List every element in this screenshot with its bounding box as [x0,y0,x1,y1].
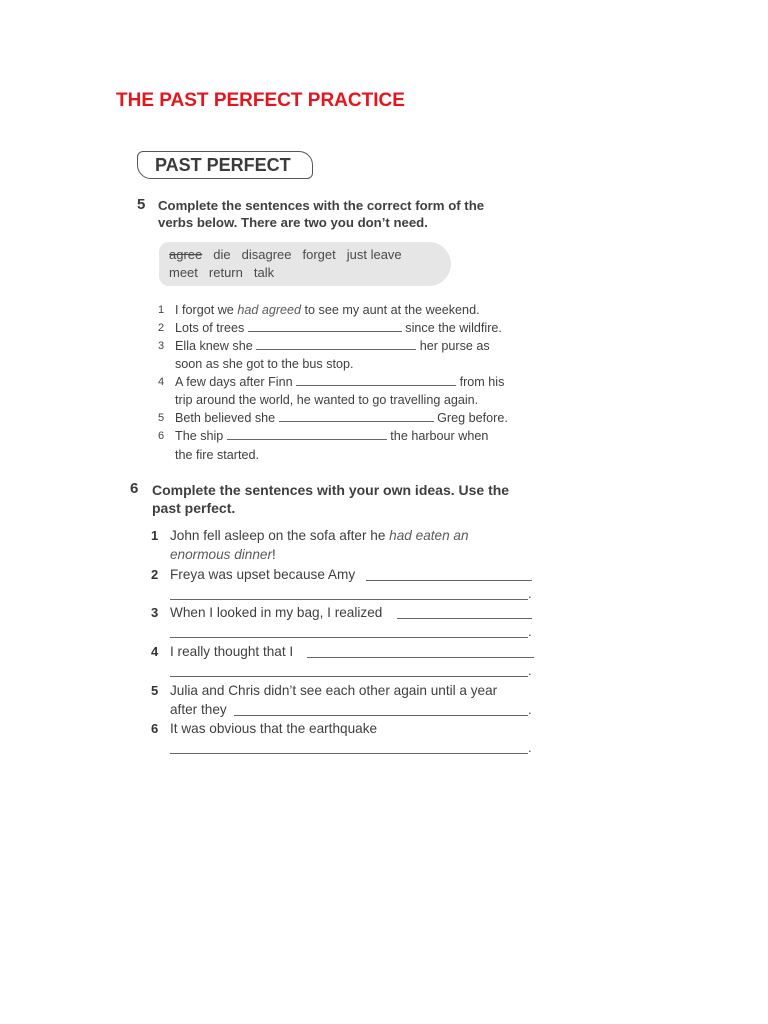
exercise-6-instruction-line2: past perfect. [152,500,236,516]
word-talk: talk [253,265,275,280]
ex6-item-5: Julia and Chris didn’t see each other again until a year [170,683,498,698]
ex6-item-5-cont: after they [170,702,227,717]
ex6-item-3-period: . [528,624,532,639]
ex6-item-1-number: 1 [151,528,159,543]
ex5-item-3-cont: soon as she got to the bus stop. [175,357,354,371]
ex6-item-1-answer: had eaten an [389,528,469,543]
word-box-row-1 [169,247,413,262]
ex6-item-6-blank[interactable] [170,753,528,754]
ex6-item-6-number: 6 [151,721,159,736]
ex6-item-2-number: 2 [151,567,159,582]
ex5-item-6-cont: the fire started. [175,448,259,462]
ex6-item-2-period: . [528,586,532,601]
ex6-item-3-blank-1[interactable] [397,618,532,619]
exercise-5-instruction-line1: Complete the sentences with the correct form of the [158,198,485,213]
ex5-item-4: A few days after Finn from his [175,375,505,389]
ex5-item-2-number: 2 [158,322,165,334]
ex5-item-5-blank[interactable] [279,410,434,422]
exercise-5-instruction-line2: verbs below. There are two you don’t need. [158,215,428,230]
word-die: die [213,247,231,262]
ex6-item-3-number: 3 [151,605,159,620]
ex6-item-5-number: 5 [151,683,159,698]
section-label: PAST PERFECT [137,151,313,179]
word-disagree: disagree [241,247,292,262]
ex5-item-2-blank[interactable] [248,320,402,332]
ex6-item-2-blank-2[interactable] [170,599,528,600]
ex5-item-3-blank[interactable] [256,338,416,350]
ex5-item-4-number: 4 [158,376,165,388]
ex6-item-3-blank-2[interactable] [170,637,528,638]
word-forget: forget [302,247,336,262]
word-agree: agree [169,247,203,262]
word-return: return [208,265,243,280]
ex5-item-5: Beth believed she Greg before. [175,411,508,425]
word-box [159,242,451,286]
page-title: THE PAST PERFECT PRACTICE [116,90,405,111]
ex6-item-4: I really thought that I [170,644,294,659]
exercise-5-number: 5 [137,196,146,213]
ex6-item-4-number: 4 [151,644,159,659]
ex6-item-5-blank[interactable] [234,715,528,716]
ex6-item-6-period: . [528,740,532,755]
ex5-item-3-number: 3 [158,340,165,352]
ex5-item-6-number: 6 [158,430,165,442]
ex5-item-1-answer: had agreed [237,303,302,317]
ex5-item-1-number: 1 [158,304,165,316]
ex5-item-4-blank[interactable] [296,374,456,386]
word-box-row-2 [169,265,285,280]
ex5-item-2: Lots of trees since the wildfire. [175,321,502,335]
ex5-item-1: I forgot we had agreed to see my aunt at the weekend. [175,303,480,317]
ex6-item-3: When I looked in my bag, I realized [170,605,383,620]
word-just-leave: just leave [346,247,402,262]
ex6-item-2: Freya was upset because Amy [170,567,356,582]
exercise-6-instruction-line1: Complete the sentences with your own ideas. Use the [152,482,510,498]
ex6-item-4-blank-2[interactable] [170,676,528,677]
ex6-item-1-cont: enormous dinner! [170,547,276,562]
ex6-item-2-blank-1[interactable] [366,580,532,581]
ex6-item-4-blank-1[interactable] [307,657,534,658]
ex5-item-5-number: 5 [158,412,165,424]
ex5-item-4-cont: trip around the world, he wanted to go travelling again. [175,393,479,407]
exercise-6-number: 6 [130,480,139,497]
ex5-item-6: The ship the harbour when [175,429,489,443]
ex6-item-6: It was obvious that the earthquake [170,721,378,736]
word-meet: meet [169,265,198,280]
ex5-item-3: Ella knew she her purse as [175,339,490,353]
ex5-item-6-blank[interactable] [227,428,387,440]
ex6-item-5-period: . [528,702,532,717]
ex6-item-4-period: . [528,663,532,678]
ex6-item-1: John fell asleep on the sofa after he had eaten an [170,528,469,543]
